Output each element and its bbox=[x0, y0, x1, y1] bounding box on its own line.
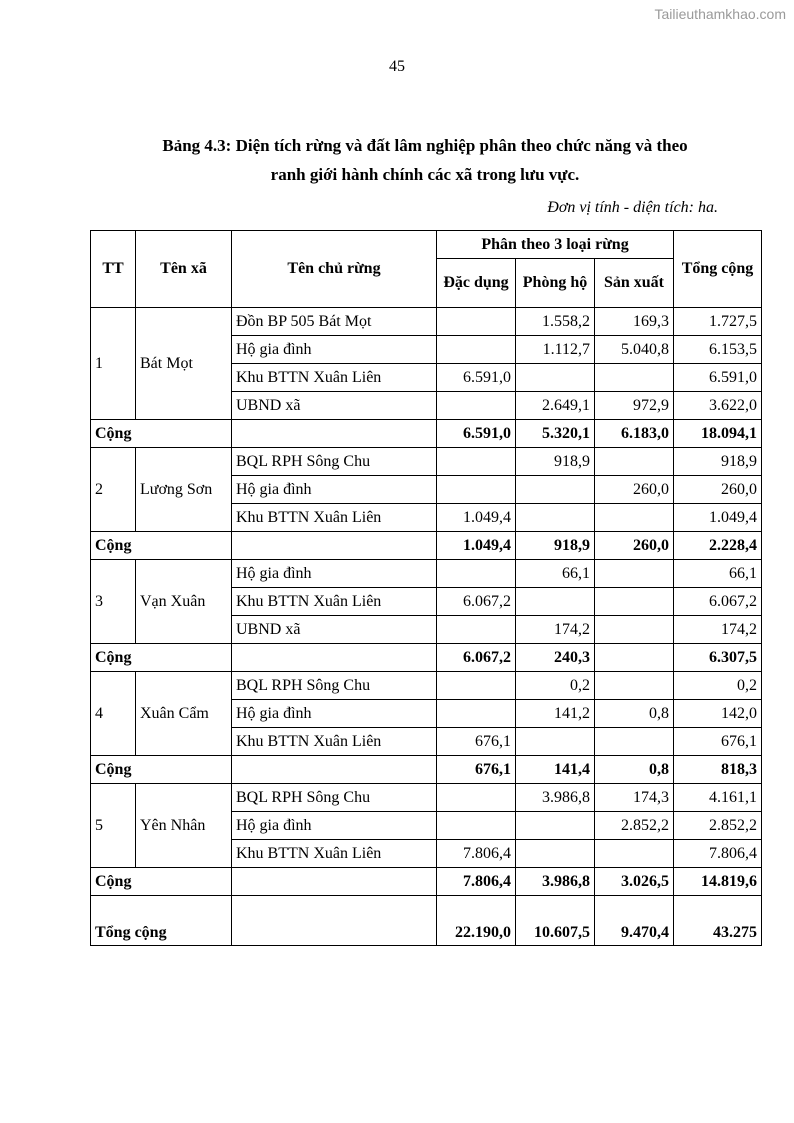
cell-dac-dung bbox=[437, 784, 516, 812]
grand-total-owner-blank bbox=[232, 896, 437, 946]
cell-san-xuat bbox=[595, 448, 674, 476]
cell-dac-dung bbox=[437, 672, 516, 700]
header-protection: Phòng hộ bbox=[516, 259, 595, 308]
table-row bbox=[91, 560, 762, 588]
cell-dac-dung: 676,1 bbox=[437, 728, 516, 756]
cell-san-xuat bbox=[595, 840, 674, 868]
subtotal-san-xuat: 260,0 bbox=[595, 532, 674, 560]
cell-phong-ho: 2.649,1 bbox=[516, 392, 595, 420]
cell-total: 6.067,2 bbox=[674, 588, 762, 616]
cell-dac-dung bbox=[437, 392, 516, 420]
cell-phong-ho bbox=[516, 588, 595, 616]
watermark: Tailieuthamkhao.com bbox=[654, 6, 786, 22]
owner-name: Khu BTTN Xuân Liên bbox=[232, 504, 437, 532]
cell-dac-dung: 6.591,0 bbox=[437, 364, 516, 392]
owner-name: BQL RPH Sông Chu bbox=[232, 448, 437, 476]
commune-number: 4 bbox=[91, 672, 136, 756]
owner-name: UBND xã bbox=[232, 616, 437, 644]
cell-san-xuat: 0,8 bbox=[595, 700, 674, 728]
table-row bbox=[91, 784, 762, 812]
commune-number: 5 bbox=[91, 784, 136, 868]
cell-total: 174,2 bbox=[674, 616, 762, 644]
header-forest-type-group: Phân theo 3 loại rừng bbox=[437, 231, 674, 259]
grand-total-phong-ho: 10.607,5 bbox=[516, 896, 595, 946]
cell-total: 7.806,4 bbox=[674, 840, 762, 868]
commune-name: Bát Mọt bbox=[136, 308, 232, 420]
cell-phong-ho: 66,1 bbox=[516, 560, 595, 588]
cell-dac-dung bbox=[437, 812, 516, 840]
cell-total: 1.049,4 bbox=[674, 504, 762, 532]
subtotal-phong-ho: 141,4 bbox=[516, 756, 595, 784]
owner-name: Hộ gia đình bbox=[232, 812, 437, 840]
cell-san-xuat: 174,3 bbox=[595, 784, 674, 812]
cell-phong-ho bbox=[516, 364, 595, 392]
grand-total-total: 43.275 bbox=[674, 896, 762, 946]
cell-total: 6.591,0 bbox=[674, 364, 762, 392]
subtotal-total: 2.228,4 bbox=[674, 532, 762, 560]
header-tt: TT bbox=[91, 231, 136, 308]
header-production: Sản xuất bbox=[595, 259, 674, 308]
commune-name: Lương Sơn bbox=[136, 448, 232, 532]
owner-name: Khu BTTN Xuân Liên bbox=[232, 364, 437, 392]
cell-dac-dung bbox=[437, 700, 516, 728]
commune-number: 3 bbox=[91, 560, 136, 644]
table-row bbox=[91, 308, 762, 336]
grand-total-row bbox=[91, 896, 762, 946]
owner-name: BQL RPH Sông Chu bbox=[232, 672, 437, 700]
subtotal-total: 6.307,5 bbox=[674, 644, 762, 672]
cell-phong-ho bbox=[516, 728, 595, 756]
cell-phong-ho bbox=[516, 504, 595, 532]
commune-number: 2 bbox=[91, 448, 136, 532]
owner-name: Hộ gia đình bbox=[232, 336, 437, 364]
subtotal-total: 14.819,6 bbox=[674, 868, 762, 896]
owner-name: Hộ gia đình bbox=[232, 476, 437, 504]
subtotal-row bbox=[91, 756, 762, 784]
cell-phong-ho bbox=[516, 476, 595, 504]
cell-san-xuat: 972,9 bbox=[595, 392, 674, 420]
cell-san-xuat bbox=[595, 364, 674, 392]
cell-san-xuat bbox=[595, 504, 674, 532]
cell-dac-dung: 1.049,4 bbox=[437, 504, 516, 532]
header-special-use: Đặc dụng bbox=[437, 259, 516, 308]
subtotal-total: 818,3 bbox=[674, 756, 762, 784]
cell-total: 0,2 bbox=[674, 672, 762, 700]
header-owner: Tên chủ rừng bbox=[232, 231, 437, 308]
cell-san-xuat bbox=[595, 672, 674, 700]
subtotal-row bbox=[91, 532, 762, 560]
commune-number: 1 bbox=[91, 308, 136, 420]
cell-phong-ho: 1.112,7 bbox=[516, 336, 595, 364]
cell-dac-dung bbox=[437, 308, 516, 336]
cell-dac-dung: 6.067,2 bbox=[437, 588, 516, 616]
cell-san-xuat: 5.040,8 bbox=[595, 336, 674, 364]
cell-total: 6.153,5 bbox=[674, 336, 762, 364]
owner-name: UBND xã bbox=[232, 392, 437, 420]
subtotal-phong-ho: 918,9 bbox=[516, 532, 595, 560]
subtotal-dac-dung: 6.067,2 bbox=[437, 644, 516, 672]
subtotal-phong-ho: 3.986,8 bbox=[516, 868, 595, 896]
owner-name: Khu BTTN Xuân Liên bbox=[232, 588, 437, 616]
owner-name: Đồn BP 505 Bát Mọt bbox=[232, 308, 437, 336]
subtotal-owner-blank bbox=[232, 420, 437, 448]
cell-total: 676,1 bbox=[674, 728, 762, 756]
cell-phong-ho: 1.558,2 bbox=[516, 308, 595, 336]
cell-phong-ho bbox=[516, 840, 595, 868]
subtotal-label: Cộng bbox=[91, 532, 232, 560]
page-number: 45 bbox=[389, 58, 405, 75]
header-commune: Tên xã bbox=[136, 231, 232, 308]
cell-san-xuat: 169,3 bbox=[595, 308, 674, 336]
cell-san-xuat: 260,0 bbox=[595, 476, 674, 504]
cell-dac-dung bbox=[437, 476, 516, 504]
cell-phong-ho: 3.986,8 bbox=[516, 784, 595, 812]
grand-total-san-xuat: 9.470,4 bbox=[595, 896, 674, 946]
cell-phong-ho bbox=[516, 812, 595, 840]
subtotal-dac-dung: 676,1 bbox=[437, 756, 516, 784]
cell-dac-dung: 7.806,4 bbox=[437, 840, 516, 868]
grand-total-dac-dung: 22.190,0 bbox=[437, 896, 516, 946]
unit-note: Đơn vị tính - diện tích: ha. bbox=[547, 199, 718, 216]
cell-phong-ho: 918,9 bbox=[516, 448, 595, 476]
subtotal-label: Cộng bbox=[91, 644, 232, 672]
cell-total: 1.727,5 bbox=[674, 308, 762, 336]
subtotal-label: Cộng bbox=[91, 868, 232, 896]
commune-name: Yên Nhân bbox=[136, 784, 232, 868]
subtotal-san-xuat: 3.026,5 bbox=[595, 868, 674, 896]
subtotal-dac-dung: 7.806,4 bbox=[437, 868, 516, 896]
cell-phong-ho: 174,2 bbox=[516, 616, 595, 644]
subtotal-owner-blank bbox=[232, 868, 437, 896]
cell-dac-dung bbox=[437, 560, 516, 588]
cell-dac-dung bbox=[437, 336, 516, 364]
table-caption bbox=[90, 131, 760, 189]
cell-dac-dung bbox=[437, 448, 516, 476]
owner-name: Khu BTTN Xuân Liên bbox=[232, 728, 437, 756]
header-total: Tổng cộng bbox=[674, 231, 762, 308]
caption-line-2: ranh giới hành chính các xã trong lưu vực. bbox=[270, 165, 580, 184]
subtotal-phong-ho: 240,3 bbox=[516, 644, 595, 672]
subtotal-label: Cộng bbox=[91, 756, 232, 784]
caption-line-1: Bảng 4.3: Diện tích rừng và đất lâm nghiệp phân theo chức năng và theo bbox=[162, 136, 688, 155]
subtotal-phong-ho: 5.320,1 bbox=[516, 420, 595, 448]
cell-dac-dung bbox=[437, 616, 516, 644]
cell-total: 260,0 bbox=[674, 476, 762, 504]
cell-total: 4.161,1 bbox=[674, 784, 762, 812]
owner-name: Hộ gia đình bbox=[232, 700, 437, 728]
cell-phong-ho: 0,2 bbox=[516, 672, 595, 700]
cell-san-xuat bbox=[595, 588, 674, 616]
subtotal-dac-dung: 6.591,0 bbox=[437, 420, 516, 448]
subtotal-san-xuat: 6.183,0 bbox=[595, 420, 674, 448]
cell-total: 142,0 bbox=[674, 700, 762, 728]
commune-name: Vạn Xuân bbox=[136, 560, 232, 644]
forest-area-table bbox=[90, 230, 762, 946]
grand-total-label: Tổng cộng bbox=[91, 896, 232, 946]
commune-name: Xuân Cẩm bbox=[136, 672, 232, 756]
subtotal-owner-blank bbox=[232, 644, 437, 672]
table-body bbox=[91, 308, 762, 946]
owner-name: BQL RPH Sông Chu bbox=[232, 784, 437, 812]
owner-name: Khu BTTN Xuân Liên bbox=[232, 840, 437, 868]
cell-san-xuat bbox=[595, 616, 674, 644]
cell-san-xuat bbox=[595, 560, 674, 588]
table-row bbox=[91, 672, 762, 700]
cell-total: 2.852,2 bbox=[674, 812, 762, 840]
cell-san-xuat bbox=[595, 728, 674, 756]
cell-total: 66,1 bbox=[674, 560, 762, 588]
table-row bbox=[91, 448, 762, 476]
subtotal-owner-blank bbox=[232, 532, 437, 560]
cell-total: 3.622,0 bbox=[674, 392, 762, 420]
cell-phong-ho: 141,2 bbox=[516, 700, 595, 728]
subtotal-san-xuat bbox=[595, 644, 674, 672]
subtotal-row bbox=[91, 420, 762, 448]
subtotal-row bbox=[91, 868, 762, 896]
subtotal-label: Cộng bbox=[91, 420, 232, 448]
owner-name: Hộ gia đình bbox=[232, 560, 437, 588]
subtotal-row bbox=[91, 644, 762, 672]
subtotal-san-xuat: 0,8 bbox=[595, 756, 674, 784]
subtotal-dac-dung: 1.049,4 bbox=[437, 532, 516, 560]
cell-san-xuat: 2.852,2 bbox=[595, 812, 674, 840]
subtotal-total: 18.094,1 bbox=[674, 420, 762, 448]
subtotal-owner-blank bbox=[232, 756, 437, 784]
cell-total: 918,9 bbox=[674, 448, 762, 476]
